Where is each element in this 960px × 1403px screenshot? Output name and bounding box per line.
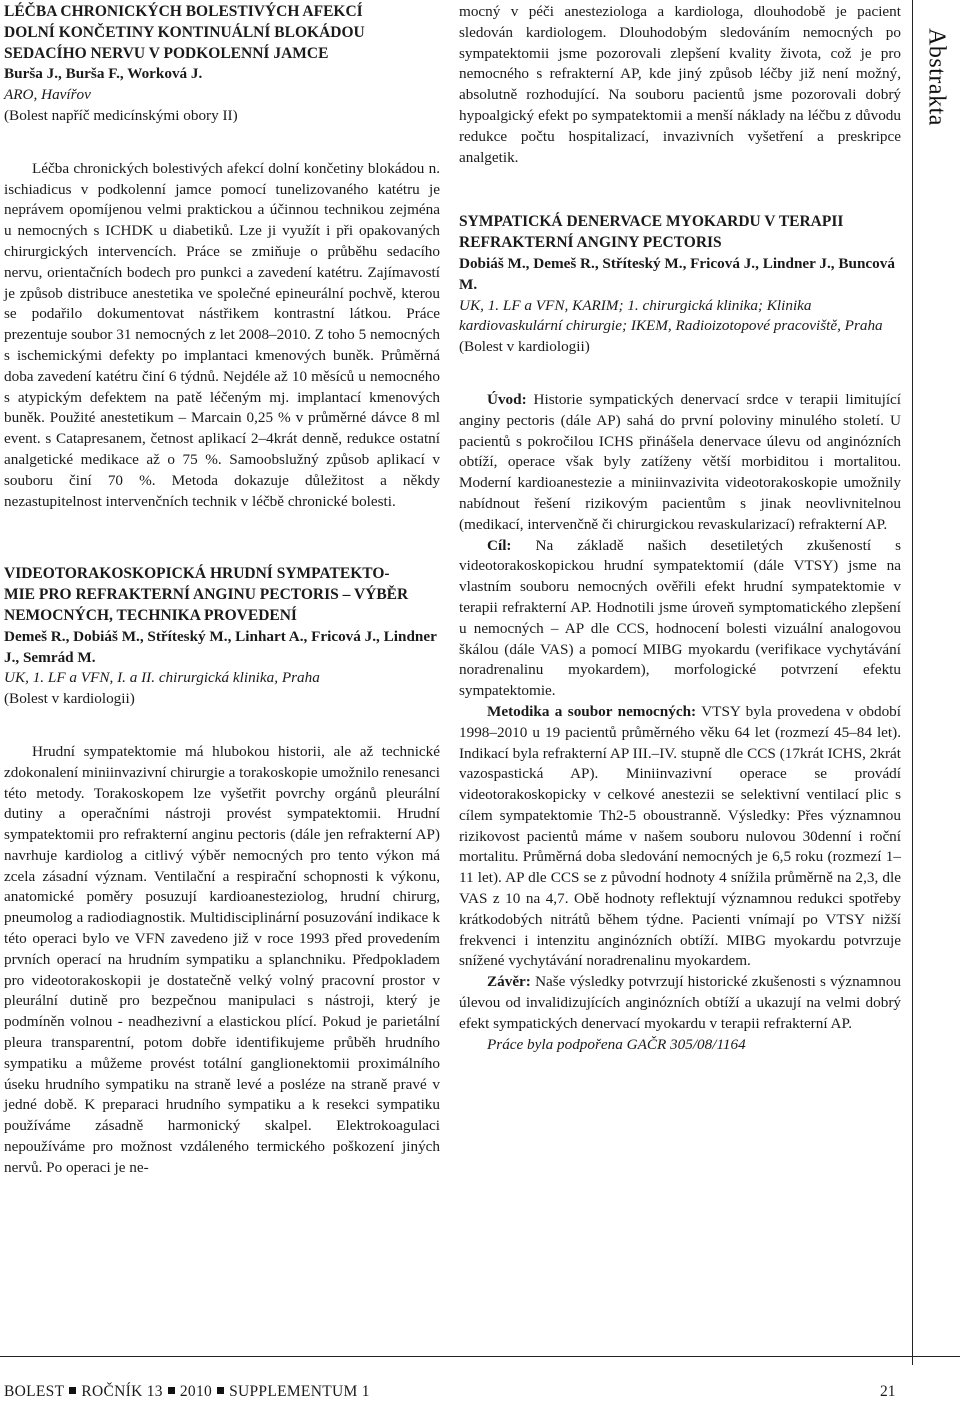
title-line: LÉČBA CHRONICKÝCH BOLESTIVÝCH AFEKCÍ [4,3,363,20]
grant-note: Práce byla podpořena GAČR 305/08/1164 [487,1035,746,1053]
methods-paragraph [459,702,901,972]
authors: Burša J., Burša F., Worková J. [4,65,203,83]
title-line: MIE PRO REFRAKTERNÍ ANGINU PECTORIS – VÝBĚR [4,586,409,604]
margin-rule [912,0,913,1365]
affiliation: UK, 1. LF a VFN, KARIM; 1. chirurgická klinika; Klinika kardiovaskulární chirurgie; IKEM, Radioizotopové pracoviště, Praha [459,296,883,335]
square-bullet-icon [217,1387,224,1394]
title-line: VIDEOTORAKOSKOPICKÁ HRUDNÍ SYMPATEKTO- [4,565,390,583]
article1 [4,2,440,512]
aim-paragraph [459,536,901,702]
article2 [4,564,440,1178]
title-line: REFRAKTERNÍ ANGINY PECTORIS [459,234,722,252]
abstract-body: Léčba chronických bolestivých afekcí dolní končetiny blokádou n. ischiadicus v podkolenní jamce pomocí tunelizovaného katétru je neprávem opomíjenou velmi praktickou a účinnou technikou zejména u nemocných s ICHDK u diabetiků. Lze ji využít i při opakovaných chirurgických intervencích. Práce se zmiňuje o průběhu sedacího nervu, orientačních bodech pro punkci a zavedení katétru. Zajímavostí je způsob distribuce anestetika ve společné epineurální pochvě, kterou se podařilo dokumentovat nástřikem kontrastní látkou. Práce prezentuje soubor 31 nemocných z let 2008–2010. Z toho 5 nemocných s ischemickými defekty po implantaci kmenových buněk. Průměrná doba zavedení katétru činí 6 týdnů. Nejdéle až 10 měsíců u nemocného s atypickým defektem na patě léčeným mj. implantací kmenových buněk. Použité anestetikum – Marcain 0,25 % v průměrné dávce 8 ml event. s Catapresanem, četnost aplikací 2–4krát denně, redukce ostatní analgetické medikace až o 75 %. Samoobslužný způsob aplikací v souboru činí 70 %. Metoda dokazuje důležitost a někdy nezastupitelnost intervenčních technik v léčbě chronické bolesti. [4,159,440,510]
section-tab-label: Abstrakta [923,28,950,126]
abstract-body-continued: mocný v péči anesteziologa a kardiologa, dlouhodobě je pacient sledován kardiologem. Dlouhodobým sledováním nemocných po sympatektomii jsme pozorovali zlepšení kvality života, což je pro nemocného s refrakterní AP, kde jiný způsob léčby již není možný, absolutně rozhodující. Na souboru pacientů jsme pozorovali dobrý hypoalgický efekt po sympatektomii a menší náklady na léčbu z důvodu redukce počtu hospitalizací, invazivních vyšetření a preskripce analgetik. [459,3,901,166]
aim-label: Cíl: [487,536,512,554]
title-line: DOLNÍ KONČETINY KONTINUÁLNÍ BLOKÁDOU [4,23,365,41]
running-footer [4,1383,370,1401]
article-title [4,2,440,64]
footer-supplement: SUPPLEMENTUM 1 [229,1383,370,1400]
conclusion-paragraph [459,972,901,1034]
intro-paragraph [459,390,901,536]
methods-label: Metodika a soubor nemocných: [487,702,697,720]
aim-text: Na základě našich desetiletých zkušeností s videotorakoskopickou hrudní sympatektomií (dále VTSY) jsme na vlastním souboru nemocných ověřili efekt hrudní sympatektomie v terapii refrakterní AP. Hodnotili jsme úroveň symptomatického zlepšení u nemocných – AP dle CCS, hodnocení bolesti vizuální analogovou škálou (dále VAS) a pomocí MIBG myokardu (verifikace vychytávání noradrenalinu myokardem), morfologické potvrzení efektu sympatektomie. [459,536,901,700]
right-column [459,2,901,1055]
left-column [4,2,440,1179]
footer-year: 2010 [179,1383,213,1400]
article-title [459,212,901,254]
section-label: (Bolest v kardiologii) [4,690,135,708]
title-line: SEDACÍHO NERVU V PODKOLENNÍ JAMCE [4,44,329,62]
section-label: (Bolest v kardiologii) [459,338,590,356]
affiliation: UK, 1. LF a VFN, I. a II. chirurgická klinika, Praha [4,669,320,687]
methods-text: VTSY byla provedena v období 1998–2010 u 19 pacientů průměrného věku 64 let (rozmezí 45–84 let). Indikací byla refrakterní AP III.–IV. stupně dle CCS (17krát ICHS, 2krát vazospastická AP). Miniinvazivní operace se provádí videotorakoskopicky v celkové anestezii se selektivní ventilací plic s cílem sympatektomie Th2-5 oboustranně. Výsledky: Přes významnou rizikovost pacientů máme v našem souboru nulovou 30denní i roční mortalitu. Průměrná doba sledování nemocných je 6,5 roku (rozmezí 1–11 let). AP dle CCS se z původní hodnoty 4 snížila průměrně na 2,3, dle VAS z 10 na 4,7. Obě hodnoty reflektují významnou redukci spotřeby krátkodobých nitrátů během týdne. Pacienti vnímají po VTSY nižší frekvenci i intenzitu anginózních obtíží. MIBG myokardu potvrzuje snížené vychytávání noradrenalinu myokardem. [459,702,901,970]
footer-rule [0,1356,960,1357]
affiliation: ARO, Havířov [4,86,91,104]
square-bullet-icon [69,1387,76,1394]
page-number: 21 [880,1383,896,1400]
authors: Demeš R., Dobiáš M., Stříteský M., Linhart A., Fricová J., Lindner J., Semrád M. [4,627,437,666]
section-tab [914,2,958,152]
article3 [459,212,901,1055]
article-title [4,564,440,626]
conclusion-label: Závěr: [487,973,531,991]
title-line: SYMPATICKÁ DENERVACE MYOKARDU V TERAPII [459,213,844,231]
intro-label: Úvod: [487,390,527,408]
conclusion-text: Naše výsledky potvrzují historické zkušenosti s významnou úlevou od invalidizujících anginózních obtíží a ukazují na velmi dobrý efekt sympatických denervací myokardu v terapii refrakterní AP. [459,973,902,1032]
title-line: NEMOCNÝCH, TECHNIKA PROVEDENÍ [4,606,297,624]
footer-journal: BOLEST [4,1383,65,1400]
section-label: (Bolest napříč medicínskými obory II) [4,106,238,124]
authors: Dobiáš M., Demeš R., Stříteský M., Fricová J., Lindner J., Buncová M. [459,254,895,293]
abstract-body: Hrudní sympatektomie má hlubokou historii, ale až technické zdokonalení miniinvazivní chirurgie a torakoskopie umožnilo renesanci této metody. Torakoskopem lze vyšetřit povrchy orgánů pleurální dutiny a operačními nástroji provést sympatektomii. Hrudní sympatektomii pro refrakterní anginu pectoris (dále jen refrakterní AP) navrhuje kardiolog a citlivý výběr nemocných pro tento výkon má zcela zásadní význam. Ventilační a respirační schopnosti k výkonu, anatomické poměry posuzují kardioanesteziolog, hrudní chirurg, pneumolog a radiodiagnostik. Multidisciplinární posuzování indikace k této operaci bylo ve VFN zavedeno již v roce 1993 před provedením prvních operací na hrudním sympatiku a splanchniku. Předpokladem pro videotorakoskopii je dostatečně velký volný pracovní prostor v pleurální dutině pro bezpečnou manipulaci s nástroji, který je podmíněn volnou - neadhezivní a elastickou plící. Pokud je parietální pleura transparentní, potom dobře identifikujeme průběh hrudního sympatiku a můžeme provést totální ganglionektomii proximálního úseku hrudního sympatiku na straně levé a posléze na straně pravé v jedné době. K preparaci hrudního sympatiku a k resekci sympatiku používáme zásadně harmonický skalpel. Elektrokoagulaci nepoužíváme pro možnost vzdáleného termického poškození jiných nervů. Po operaci je ne- [4,742,440,1176]
intro-text: Historie sympatických denervací srdce v terapii limitující anginy pectoris (dále AP) sahá do první poloviny minulého století. U pacientů s pokročilou ICHS přinášela denervace úlevu od anginózních obtíží, operace však byly zatíženy větší morbiditou i mortalitou. Moderní kardioanestezie a miniinvazivita videotorakoskopie umožnily nabídnout řešení rizikovým pacientům s jinak neovlivnitelnou (medikací, intervenčně či chirurgickou revaskularizací) refrakterní AP. [459,390,901,533]
footer-volume: ROČNÍK 13 [81,1383,163,1400]
square-bullet-icon [168,1387,175,1394]
